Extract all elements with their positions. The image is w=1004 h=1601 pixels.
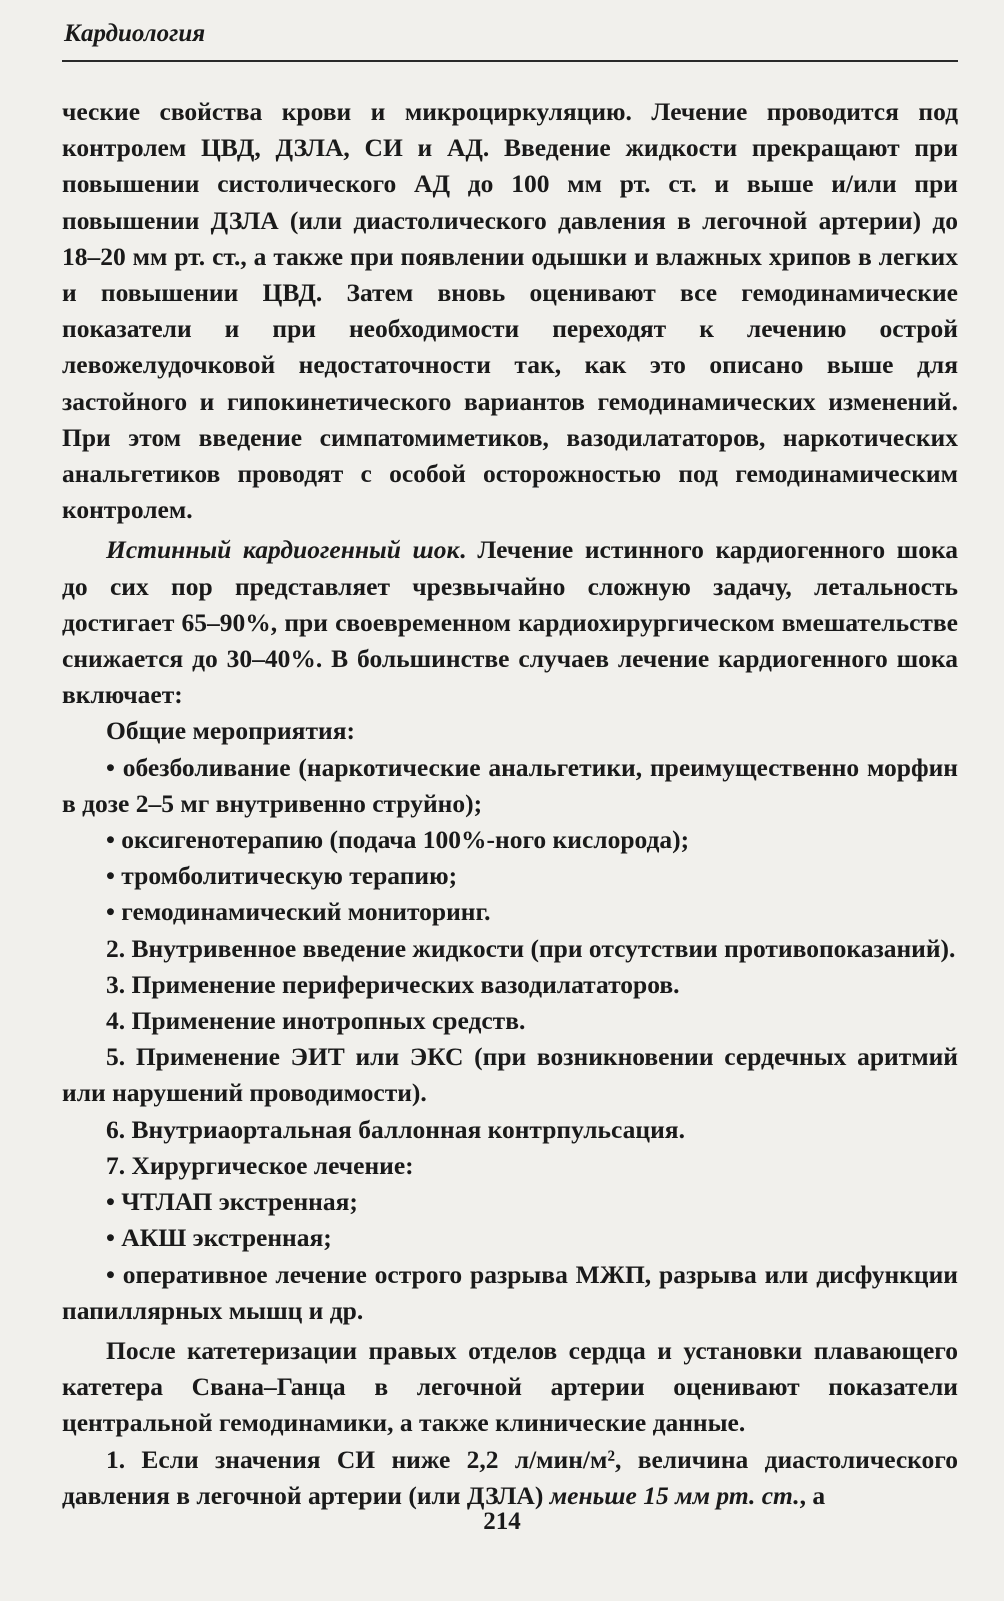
numbered-item-6: 6. Внутриаортальная баллонная контрпульсация.	[106, 1114, 685, 1144]
list-item-thrombolysis: • тромболитическую терапию;	[106, 861, 458, 891]
numbered-item-5: 5. Применение ЭИТ или ЭКС (при возникновении сердечных аритмий или нарушений проводимости).	[62, 1042, 958, 1108]
numbered-item-7: 7. Хирургическое лечение:	[106, 1150, 414, 1180]
subheading-general-measures: Общие мероприятия:	[106, 716, 355, 746]
running-header	[62, 14, 958, 62]
paragraph-4-text-a: 1. Если значения СИ ниже 2,2 л/мин/м², величина диастолического давления в легочной артерии (или ДЗЛА)	[62, 1444, 958, 1510]
list-item-oxygen: • оксигенотерапию (подача 100%-ного кислорода);	[106, 825, 690, 855]
header-title: Кардиология	[64, 20, 206, 47]
paragraph-4-emphasis: меньше 15 мм рт. ст.	[549, 1480, 800, 1510]
numbered-item-3: 3. Применение периферических вазодилататоров.	[106, 969, 680, 999]
paragraph-1: ческие свойства крови и микроциркуляцию. Лечение проводится под контролем ЦВД, ДЗЛА, СИ и АД. Введение жидкости прекращают при повышении систолического АД до 100 мм рт. ст. и выше и/или при повышении ДЗЛА (или диастолического давления в легочной артерии) до 18–20 мм рт. ст., а также при появлении одышки и влажных хрипов в легких и повышении ЦВД. Затем вновь оценивают все гемодинамические показатели и при необходимости переходят к лечению острой левожелудочковой недостаточности так, как это описано выше для застойного и гипокинетического вариантов гемодинамических изменений. При этом введение симпатомиметиков, вазодилататоров, наркотических анальгетиков проводят с особой осторожностью под гемодинамическим контролем.	[62, 97, 958, 525]
paragraph-2-lead: Истинный кардиогенный шок	[106, 535, 460, 565]
paragraph-4	[62, 1442, 958, 1514]
body-text	[62, 94, 958, 1514]
paragraph-2	[62, 532, 958, 713]
numbered-item-2: 2. Внутривенное введение жидкости (при отсутствии противопоказаний).	[106, 933, 956, 963]
paragraph-2-text: . Лечение истинного кардиогенного шока до сих пор представляет чрезвычайно сложную задачу, летальность достигает 65–90%, при своевременном кардиохирургическом вмешательстве снижается до 30–40%. В большинстве случаев лечение кардиогенного шока включает:	[62, 535, 958, 710]
list-item-cabg: • АКШ экстренная;	[106, 1223, 332, 1253]
list-item-ptca: • ЧТЛАП экстренная;	[106, 1187, 358, 1217]
paragraph-4-text-b: , а	[799, 1480, 826, 1510]
list-item-analgesia: • обезболивание (наркотические анальгетики, преимущественно морфин в дозе 2–5 мг внутривенно струйно);	[62, 752, 958, 818]
list-item-surgery: • оперативное лечение острого разрыва МЖП, разрыва или дисфункции папиллярных мышц и др.	[62, 1259, 958, 1325]
numbered-item-4: 4. Применение инотропных средств.	[106, 1006, 526, 1036]
page-number: 214	[483, 1508, 521, 1535]
list-item-monitoring: • гемодинамический мониторинг.	[106, 897, 491, 927]
paragraph-3: После катетеризации правых отделов сердца и установки плавающего катетера Свана–Ганца в легочной артерии оценивают показатели центральной гемодинамики, а также клинические данные.	[62, 1335, 958, 1438]
